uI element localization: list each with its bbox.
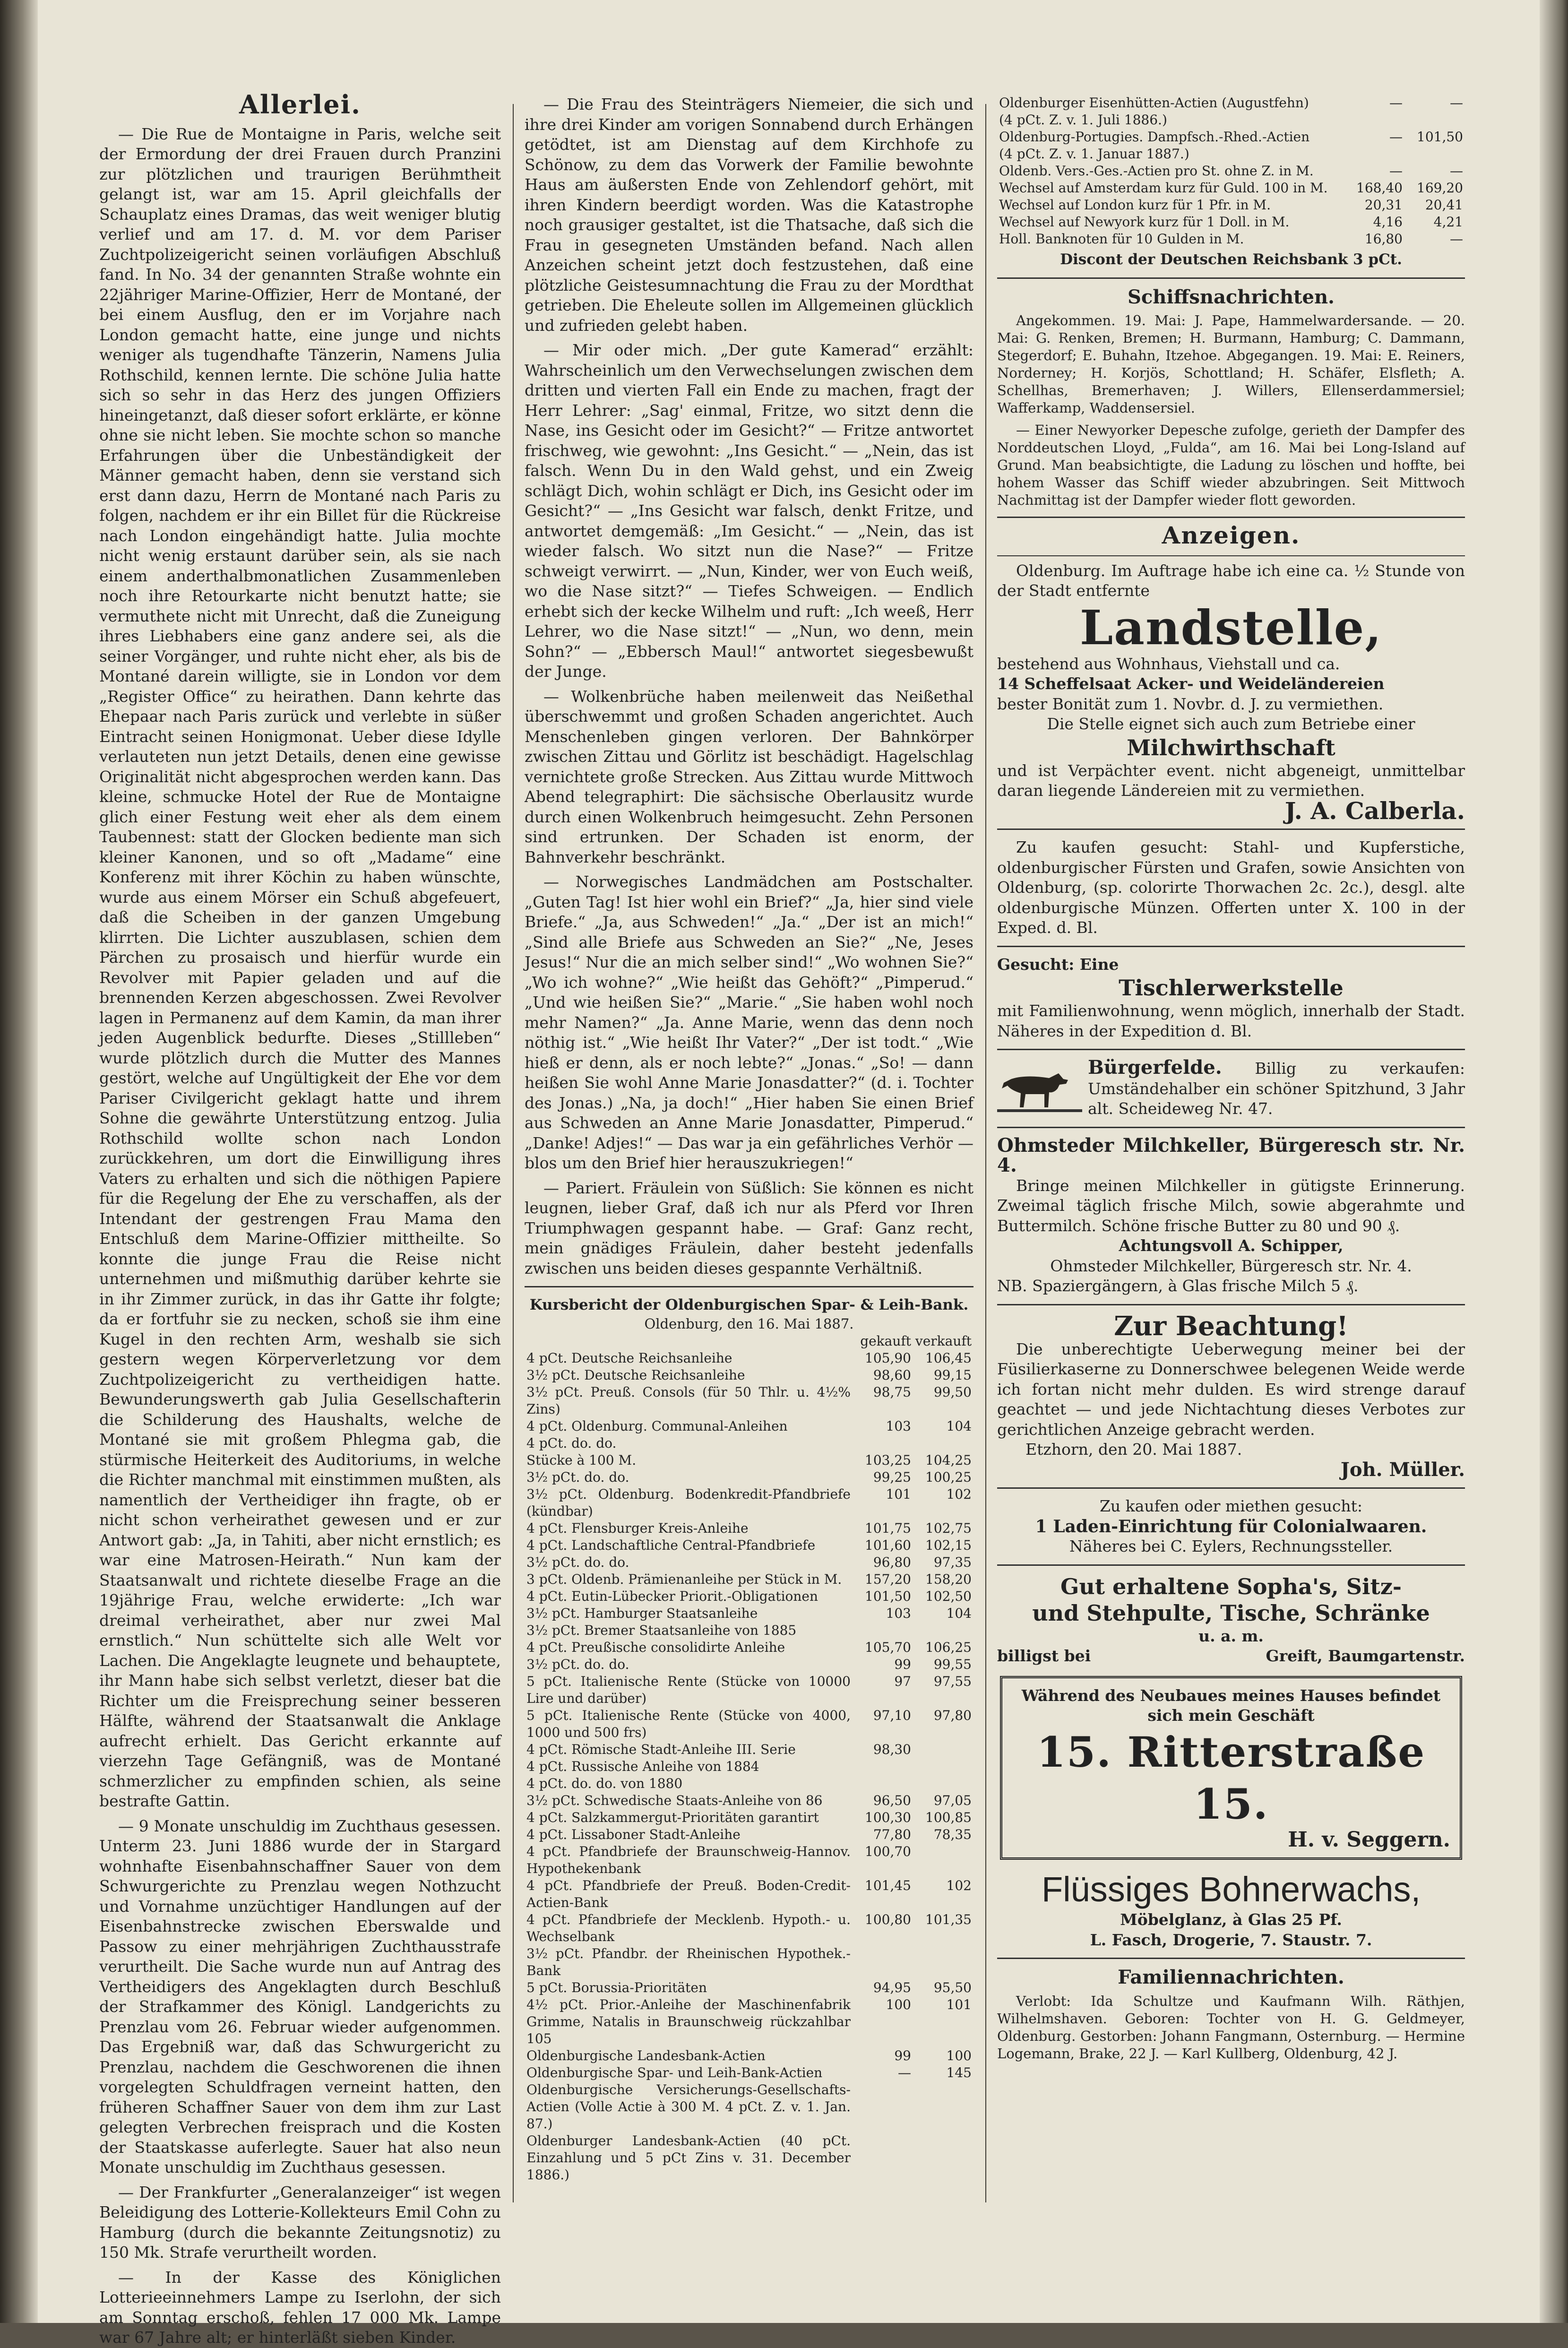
security-name: 3½ pCt. Deutsche Reichsanleihe [526, 1367, 745, 1383]
price-sold [913, 1775, 974, 1792]
security-name: Stücke à 100 M. [526, 1452, 637, 1468]
price-bought: 20,31 [1364, 197, 1403, 213]
price-sold: 97,05 [933, 1792, 972, 1808]
security-name: Oldenburgische Landesbank-Actien [526, 2047, 766, 2063]
table-row [525, 1469, 974, 1486]
ad-text: Während des Neubaues meines Hauses befindet sich mein Geschäft [1021, 1686, 1441, 1725]
ad-headline: Tischlerwerkstelle [1119, 975, 1344, 1001]
table-row [525, 1673, 974, 1707]
table-row [997, 146, 1465, 163]
price-sold: 100 [946, 2047, 972, 2063]
kurs-table-cont [997, 95, 1465, 248]
ad-headline: Milchwirthschaft [1127, 734, 1335, 760]
table-row [525, 1639, 974, 1656]
security-name: 3½ pCt. Schwedische Staats-Anleihe von 86 [526, 1792, 823, 1808]
price-sold [913, 2081, 974, 2132]
ad-text: mit Familienwohnung, wenn möglich, innerhalb der Stadt. Näheres in der Expedition d. Bl. [997, 1001, 1465, 1040]
article: — Norwegisches Landmädchen am Postschalter. „Guten Tag! Ist hier wohl ein Brief?“ „Ja, hier sind viele Briefe.“ „Ja, aus Schweden!“ „Ja.“ „Der ist an mich!“ „Sind alle Briefe aus Schweden an Sie?“ „Ne, Jeses Jesus!“ Nur die an mich selber sind!“ „Wo wohnen Sie?“ „Wo ich wohne?“ „Wie heißt das Gehöft?“ „Pimperud.“ „Und wie heißen Sie?“ „Marie.“ „Sie haben wohl noch mehr Namen?“ „Ja. Anne Marie, wenn das denn noch nöthig ist.“ „Wie heißt Ihr Vater?“ „Der ist todt.“ „Wie hieß er denn, als er noch lebte?“ „Jonas.“ „So! — dann heißen Sie wohl Anne Marie Jonasdatter?“ (d. i. Tochter des Jonas.) „Na, ja doch!“ „Hier haben Sie einen Brief aus Schweden an Anne Marie Jonasdatter, Pimperud.“ „Danke! Adjes!“ — Das war ja ein gefährliches Verhör — blos um den Brief hier herauszukriegen!“ [525, 872, 974, 1172]
security-name: 4 pCt. Landschaftliche Central-Pfandbriefe [526, 1537, 816, 1553]
ad-bohnerwachs [997, 1869, 1465, 1950]
table-row [525, 1622, 974, 1639]
security-name: 3½ pCt. Bremer Staatsanleihe von 1885 [526, 1622, 797, 1638]
price-bought: — [1389, 95, 1403, 111]
table-row [525, 1384, 974, 1418]
security-name: Oldenburger Landesbank-Actien (40 pCt. Einzahlung und 5 pCt Zins v. 31. December 1886.) [526, 2132, 851, 2183]
table-row [525, 2047, 974, 2064]
price-bought [1344, 112, 1404, 129]
price-bought: 98,30 [873, 1741, 911, 1757]
table-row [525, 1656, 974, 1673]
price-sold: 101,35 [925, 1911, 972, 1927]
price-bought [1344, 146, 1404, 163]
ad-landstelle [997, 561, 1465, 825]
security-name: 3½ pCt. do. do. [526, 1554, 629, 1570]
price-sold: 101 [946, 1996, 972, 2012]
price-bought: 103 [886, 1605, 911, 1621]
divider [997, 1127, 1465, 1128]
table-row [525, 1826, 974, 1843]
price-bought: 4,16 [1373, 214, 1403, 230]
divider [997, 1487, 1465, 1489]
price-bought: 103 [886, 1418, 911, 1434]
ad-milchkeller [997, 1136, 1465, 1296]
section-title: Familiennachrichten. [1118, 1966, 1344, 1988]
security-name: 4 pCt. Römische Stadt-Anleihe III. Serie [526, 1741, 796, 1757]
ad-text: Oldenburg. Im Auftrage habe ich eine ca. ½ Stunde von der Stadt entfernte [997, 561, 1465, 600]
table-row [525, 1418, 974, 1435]
ad-headline: Bürgerfelde. [1088, 1056, 1222, 1079]
table-row [997, 197, 1465, 214]
table-row [525, 1843, 974, 1877]
ad-headline: und Stehpulte, Tische, Schränke [1032, 1600, 1430, 1626]
table-row [997, 180, 1465, 197]
price-bought: 100,70 [865, 1843, 911, 1859]
price-bought: 168,40 [1356, 180, 1403, 196]
ad-headline: 1 Laden-Einrichtung für Colonialwaaren. [1035, 1516, 1427, 1537]
price-sold: 101,50 [1417, 129, 1463, 145]
price-bought [853, 1435, 913, 1452]
ad-headline: Zur Beachtung! [1114, 1310, 1348, 1342]
table-row [525, 1945, 974, 1979]
table-row [525, 1707, 974, 1741]
ad-text: Ohmsteder Milchkeller, Bürgeresch str. Nr. 4. [1050, 1256, 1412, 1275]
price-sold: — [1450, 95, 1463, 111]
security-name: (4 pCt. Z. v. 1. Januar 1887.) [999, 146, 1189, 162]
divider [997, 946, 1465, 947]
security-name: 4 pCt. Oldenburg. Communal-Anleihen [526, 1418, 788, 1434]
price-sold: 100,85 [925, 1809, 972, 1825]
price-bought: 99 [894, 1656, 911, 1672]
price-bought: 96,50 [873, 1792, 911, 1808]
kurs-title: Kursbericht der Oldenburgischen Spar- & Leih-Bank. [529, 1296, 969, 1313]
article: — Wolkenbrüche haben meilenweit das Neißethal überschwemmt und großen Schaden angerichtet. Auch Menschenleben gingen verloren. Der Bahnkörper zwischen Zittau und Görlitz ist beschädigt. Hagelschlag vernichtete große Strecken. Aus Zittau wurde Mittwoch Abend telegraphirt: Die sächsische Oberlausitz wurde durch einen Wolkenbruch heimgesucht. Zehn Personen sind ertrunken. Der Schaden ist enorm, der Bahnverkehr beschränkt. [525, 687, 974, 866]
security-name: Oldenburg-Portugies. Dampfsch.-Rhed.-Actien [999, 129, 1310, 145]
price-sold: 99,15 [933, 1367, 972, 1383]
article: — In der Kasse des Königlichen Lotterieeinnehmers Lampe zu Iserlohn, der sich am Sonntag erschoß, fehlen 17 000 Mk. Lampe war 67 Jahre alt; er hinterläßt sieben Kinder. [99, 2268, 501, 2347]
security-name: (4 pCt. Z. v. 1. Juli 1886.) [999, 112, 1167, 128]
price-bought: 101,45 [865, 1877, 911, 1893]
table-row [997, 112, 1465, 129]
ad-signature: Achtungsvoll A. Schipper, [1119, 1236, 1344, 1255]
security-name: 4½ pCt. Prior.-Anleihe der Maschinenfabrik Grimme, Natalis in Braunschweig rückzahlbar 105 [526, 1996, 851, 2046]
ad-signature: Joh. Müller. [1340, 1458, 1465, 1481]
ad-text: bester Bonität zum 1. Novbr. d. J. zu vermiethen. [997, 694, 1384, 713]
table-row [525, 1554, 974, 1571]
header-sold: verkauft [915, 1333, 972, 1349]
table-row [525, 1758, 974, 1775]
price-sold: 78,35 [933, 1826, 972, 1842]
header-bought: gekauft [860, 1333, 911, 1349]
price-sold: — [1450, 163, 1463, 179]
ad-text: u. a. m. [1198, 1626, 1264, 1645]
price-sold: 106,25 [925, 1639, 972, 1655]
price-sold: 102 [946, 1486, 972, 1502]
security-name: 3½ pCt. do. do. [526, 1656, 629, 1672]
price-bought [853, 1622, 913, 1639]
divider [997, 1958, 1465, 1959]
price-sold: 104,25 [925, 1452, 972, 1468]
divider [525, 1286, 974, 1287]
price-sold: 169,20 [1417, 180, 1463, 196]
security-name: 4 pCt. Lissaboner Stadt-Anleihe [526, 1826, 741, 1842]
table-row [997, 129, 1465, 146]
price-bought: 99,25 [873, 1469, 911, 1485]
column-2 [525, 95, 974, 2221]
price-bought: — [898, 2064, 911, 2080]
price-sold [1404, 146, 1465, 163]
price-sold: 158,20 [925, 1571, 972, 1587]
ad-text: Möbelglanz, à Glas 25 Pf. [1120, 1910, 1342, 1929]
ad-text: Gesucht: Eine [997, 955, 1119, 974]
page-edge [1540, 0, 1568, 2323]
price-sold: 99,50 [933, 1384, 972, 1400]
table-row [525, 1877, 974, 1911]
price-bought: 99 [894, 2047, 911, 2063]
price-bought: 101,75 [865, 1520, 911, 1536]
price-sold: 102,50 [925, 1588, 972, 1604]
table-row [525, 1367, 974, 1384]
table-row [997, 231, 1465, 248]
price-bought: 98,60 [873, 1367, 911, 1383]
shipping-news: Angekommen. 19. Mai: J. Pape, Hammelwardersande. — 20. Mai: G. Renken, Bremen; H. Burmann, Hamburg; C. Dammann, Stegerdorf; E. Buhahn, Itzehoe. Abgegangen. 19. Mai: E. Reiners, Norderney; H. Korjös, Schottland; H. Schäfer, Elsfleth; A. Schellhas, Bremerhaven; J. Willers, Ellenserdammersiel; Wafferkamp, Waddensersiel. [997, 312, 1465, 416]
ad-text: 14 Scheffelsaat Acker- und Weideländereien [997, 674, 1385, 693]
price-bought: — [1389, 163, 1403, 179]
security-name: 3 pCt. Oldenb. Prämienanleihe per Stück in M. [526, 1571, 842, 1587]
discount-rate: Discont der Deutschen Reichsbank 3 pCt. [1060, 251, 1402, 268]
price-sold [913, 1758, 974, 1775]
price-bought [853, 1758, 913, 1775]
ad-text: Die unberechtigte Ueberwegung meiner bei der Füsilierkaserne zu Donnerschwee belegenen Weide werde ich fortan nicht mehr dulden. Es wird strenge darauf geachtet — und jede Nichtachtung dieses Verbotes zur gerichtlichen Anzeige gebracht werden. [997, 1339, 1465, 1439]
price-bought: 98,75 [873, 1384, 911, 1400]
security-name: Wechsel auf Amsterdam kurz für Guld. 100 in M. [999, 180, 1328, 196]
ad-signature: J. A. Calberla. [1284, 796, 1465, 825]
price-sold: 99,55 [933, 1656, 972, 1672]
divider [997, 1304, 1465, 1305]
price-bought: 157,20 [865, 1571, 911, 1587]
article: — Mir oder mich. „Der gute Kamerad“ erzählt: Wahrscheinlich um den Verwechselungen zwischen dem dritten und vierten Fall ein Ende zu machen, fragt der Herr Lehrer: „Sag' einmal, Fritze, wo sitzt denn die Nase, ins Gesicht oder im Gesicht?“ — Fritze antwortet frischweg, wie gewohnt: „Ins Gesicht.“ — „Nein, das ist falsch. Wenn Du in den Wald gehst, und ein Zweig schlägt Dich, wohin schlägt er Dich, ins Gesicht oder im Gesicht?“ — „Ins Gesicht war falsch, denkt Fritze, und antwortet demgemäß: „Im Gesicht.“ — „Nein, das ist wieder falsch. Wo sitzt nun die Nase?“ — Fritze schweigt verwirrt. — „Nun, Kinder, wer von Euch weiß, wo die Nase sitzt?“ — Tiefes Schweigen. — Endlich erhebt sich der kecke Wilhelm und ruft: „Ich weeß, Herr Lehrer, wo die Nase sitzt!“ — „Nun, wo denn, mein Sohn?“ — „Ebbersch Maul!“ antwortet siegesbewußt der Junge. [525, 341, 974, 681]
price-bought: 100 [886, 1996, 911, 2012]
security-name: 4 pCt. Eutin-Lübecker Priorit.-Obligationen [526, 1588, 818, 1604]
price-bought: 16,80 [1364, 231, 1403, 247]
price-sold: 95,50 [933, 1979, 972, 1995]
price-sold: 104 [946, 1605, 972, 1621]
price-sold: 100,25 [925, 1469, 972, 1485]
price-bought: 100,30 [865, 1809, 911, 1825]
security-name: 3½ pCt. Oldenburg. Bodenkredit-Pfandbriefe (kündbar) [526, 1486, 851, 1519]
divider [997, 277, 1465, 279]
table-row [525, 2064, 974, 2081]
shipping-news: — Einer Newyorker Depesche zufolge, gerieth der Dampfer des Norddeutschen Lloyd, „Fulda“, am 16. Mai bei Long-Island auf Grund. Man beabsichtigte, die Ladung zu löschen und hoffte, bei hohem Wasser das Schiff wieder abzubringen. Seit Mittwoch Nachmittag ist der Dampfer wieder flott geworden. [997, 422, 1465, 508]
price-bought: 105,90 [865, 1350, 911, 1366]
security-name: 4 pCt. Pfandbriefe der Preuß. Boden-Credit-Actien-Bank [526, 1877, 851, 1910]
security-name: 4 pCt. Salzkammergut-Prioritäten garantirt [526, 1809, 819, 1825]
price-sold: 102,75 [925, 1520, 972, 1536]
ad-headline: Gut erhaltene Sopha's, Sitz- [1060, 1573, 1402, 1599]
price-bought: 97,10 [873, 1707, 911, 1723]
section-title: Allerlei. [239, 89, 361, 120]
ad-spitzhund [997, 1058, 1465, 1119]
price-sold [1404, 112, 1465, 129]
ad-signature: L. Fasch, Drogerie, 7. Staustr. 7. [1090, 1930, 1372, 1949]
security-name: 4 pCt. Pfandbriefe der Braunschweig-Hannov. Hypothekenbank [526, 1843, 851, 1876]
price-bought [853, 1775, 913, 1792]
security-name: Oldenburgische Spar- und Leih-Bank-Actien [526, 2064, 823, 2080]
price-bought: 77,80 [873, 1826, 911, 1842]
ad-seggern-box [1000, 1676, 1462, 1860]
security-name: 3½ pCt. do. do. [526, 1469, 629, 1485]
security-name: 4 pCt. do. do. von 1880 [526, 1775, 683, 1791]
ad-headline: Ohmsteder Milchkeller, Bürgeresch str. Nr. 4. [997, 1134, 1465, 1176]
security-name: 5 pCt. Italienische Rente (Stücke von 4000, 1000 und 500 frs) [526, 1707, 851, 1740]
table-header [525, 1333, 974, 1350]
price-bought: 105,70 [865, 1639, 911, 1655]
table-row [525, 1775, 974, 1792]
price-bought [853, 1945, 913, 1979]
price-sold: 97,55 [933, 1673, 972, 1689]
ad-stahlstiche: Zu kaufen gesucht: Stahl- und Kupferstiche, oldenburgischer Fürsten und Grafen, sowie Ansichten von Oldenburg, (sp. colorirte Thorwachen 2c. 2c.), desgl. alte oldenburgische Münzen. Offerten unter X. 100 in der Exped. d. Bl. [997, 838, 1465, 937]
price-bought: 94,95 [873, 1979, 911, 1995]
ad-text: Zu kaufen oder miethen gesucht: [1100, 1497, 1362, 1515]
ad-signature: Greift, Baumgartenstr. [1266, 1647, 1465, 1665]
price-sold: 104 [946, 1418, 972, 1434]
security-name: 4 pCt. Preußische consolidirte Anleihe [526, 1639, 785, 1655]
ad-headline: Flüssiges Bohnerwachs, [1041, 1870, 1421, 1909]
security-name: 4 pCt. do. do. [526, 1435, 617, 1451]
security-name: Wechsel auf Newyork kurz für 1 Doll. in M. [999, 214, 1290, 230]
ad-headline: Landstelle, [1079, 599, 1383, 656]
column-3 [997, 95, 1465, 2250]
article: — Die Rue de Montaigne in Paris, welche seit der Ermordung der drei Frauen durch Pranzini zur plötzlichen und traurigen Berühmtheit gelangt ist, war am 15. April gleichfalls der Schauplatz eines Dramas, das weit weniger blutig verlief und am 17. d. M. vor dem Pariser Zuchtpolizeigericht seinen vorläufigen Abschluß fand. In No. 34 der genannten Straße wohnte ein 22jähriger Marine-Offizier, Herr de Montané, der bei einem Ausflug, den er im Vorjahre nach London gemacht hatte, eine junge und nichts weniger als tugendhafte Tänzerin, Namens Julia Rothschild, kennen lernte. Die schöne Julia hatte sich so sehr in das Herz des jungen Offiziers hineingetanzt, daß dieser sofort erklärte, er könne ohne sie nicht leben. Sie mochte schon so manche Erfahrungen über die Unbeständigkeit der Männer gemacht haben, denn sie verstand sich erst dann dazu, Herrn de Montané nach Paris zu folgen, nachdem er ihr ein Billet für die Rückreise nach London eingehändigt hatte. Julia mochte nicht wenig erstaunt darüber sein, als sie nach einem anderthalbmonatlichen Zusammenleben noch ihre Retourkarte nicht benutzt hatte; sie vermuthete nicht mit Unrecht, daß die Zuneigung ihres Liebhabers eine ganz andere sei, als die seiner Vorgänger, und ruhte nicht eher, als bis de Montané darein willigte, sie in London vor dem „Register Office“ zu heirathen. Dann kehrte das Ehepaar nach Paris zurück und verlebte in süßer Eintracht seinen Honigmonat. Ueber diese Idylle verlauteten nun jetzt Details, denen eine gewisse Originalität nicht abgesprochen werden kann. Das kleine, schmucke Hotel der Rue de Montaigne glich einer Festung weit eher als dem einem Taubennest: statt der Glocken bediente man sich kleiner Kanonen, und so oft „Madame“ eine Konferenz mit ihrer Köchin zu haben wünschte, wurde aus einem Mörser ein Schuß abgefeuert, daß die Scheiben in der ganzen Umgebung klirrten. Die Lichter auszublasen, schien dem Pärchen zu prosaisch und hierfür wurde ein Revolver mit Papier geladen und auf die brennenden Kerzen abgeschossen. Zwei Revolver lagen in Permanenz auf dem Kamin, da man ihrer jeden Augenblick bedurfte. Dieses „Stillleben“ wurde plötzlich durch die Mutter des Mannes gestört, welche auf Ungültigkeit der Ehe vor dem Pariser Civilgericht geklagt hatte und ihrem Sohne die gewährte Unterstützung entzog. Julia Rothschild wollte schon nach London zurückkehren, um dort die Einwilligung ihres Vaters zu erhalten und sich die nöthigen Papiere für die Regelung der Ehe zu verschaffen, als der Intendant der gestrengen Frau Mama den Entschluß dem Marine-Offizier mittheilte. So konnte die junge Frau die Reise nicht unternehmen und mißmuthig darüber kehrte sie in ihr Zimmer zurück, in das ihr Gatte ihr folgte; da er fortfuhr sie zu necken, schoß sie ihm eine Kugel in den rechten Arm, weshalb sie sich gestern wegen Körperverletzung vor dem Zuchtpolizeigericht zu vertheidigen hatte. Bewunderungswerth gab Julia Gesellschafterin die Schilderung des Haushalts, welche de Montané sie mit großem Phlegma gab, die stürmische Heiterkeit des Auditoriums, in welche die Richter manchmal mit einstimmen mußten, als namentlich der Vertheidiger ihn fragte, ob er nicht schon verheirathet gewesen und er zur Antwort gab: „Ja, in Tahiti, aber nicht ernstlich; es war eine Matrosen-Heirath.“ Nun kam der Staatsanwalt und richtete dieselbe Frage an die 19jährige Frau, welche erwiderte: „Ich war dreimal verheirathet, aber nur zwei Mal ernstlich.“ Nun schüttelte sich alle Welt vor Lachen. Die Angeklagte leugnete und behauptete, ihr Mann habe sich selbst verletzt, dieser bat die Richter um die Freisprechung seiner besseren Hälfte, während der Staatsanwalt die Anklage aufrecht erhielt. Das Gericht erkannte auf vierzehn Tage Gefängniß, was de Montané schmerzlicher zu empfinden schien, als seine bestrafte Gattin. [99, 124, 501, 1810]
table-row [525, 1350, 974, 1367]
table-row [997, 163, 1465, 180]
ad-text: Bringe meinen Milchkeller in gütigste Erinnerung. Zweimal täglich frische Milch, sowie abgerahmte und Buttermilch. Schöne frische Butter zu 80 und 90 ₰. [997, 1176, 1465, 1235]
table-row [525, 1588, 974, 1605]
ad-text: Näheres bei C. Eylers, Rechnungssteller. [1069, 1537, 1393, 1555]
price-sold: 106,45 [925, 1350, 972, 1366]
price-sold: 4,21 [1433, 214, 1463, 230]
table-row [525, 1452, 974, 1469]
price-bought: 96,80 [873, 1554, 911, 1570]
divider [997, 1049, 1465, 1050]
price-bought [853, 2132, 913, 2184]
table-row [525, 1979, 974, 1996]
family-news: Verlobt: Ida Schultze und Kaufmann Wilh. Räthjen, Wilhelmshaven. Geboren: Tochter von H. G. Geldmeyer, Oldenburg. Gestorben: Johann Fangmann, Osternburg. — Hermine Logemann, Brake, 22 J. — Karl Kullberg, Oldenburg, 42 J. [997, 1993, 1465, 2062]
article: — 9 Monate unschuldig im Zuchthaus gesessen. Unterm 23. Juni 1886 wurde der in Stargard wohnhafte Eisenbahnschaffner Sauer von dem Schwurgerichte zu Prenzlau wegen Nothzucht und Vornahme unzüchtiger Handlungen auf der Eisenbahnstrecke zwischen Eberswalde und Passow zu einer mehrjährigen Zuchthausstrafe verurtheilt. Die Sache wurde nun auf Antrag des Vertheidigers des Angeklagten durch Beschluß der Strafkammer des Königl. Landgerichts zu Prenzlau vom 26. Februar wieder aufgenommen. Das Ergebniß war, daß das Schwurgericht zu Prenzlau, nachdem die Geschworenen die ihnen vorgelegten Schuldfragen verneint hatten, den früheren Schaffner Sauer von dem ihm zur Last gelegten Verbrechen freisprach und die Kosten der Staatskasse auferlegte. Sauer hat also neun Monate unschuldig im Zuchthaus gesessen. [99, 1816, 501, 2176]
price-sold: 97,80 [933, 1707, 972, 1723]
price-bought [853, 2081, 913, 2132]
divider [997, 1564, 1465, 1566]
table-row [525, 1809, 974, 1826]
security-name: 4 pCt. Pfandbriefe der Mecklenb. Hypoth.- u. Wechselbank [526, 1911, 851, 1944]
security-name: 3½ pCt. Hamburger Staatsanleihe [526, 1605, 758, 1621]
table-row [525, 1911, 974, 1945]
ad-text: billigst bei [997, 1647, 1091, 1665]
security-name: 4 pCt. Flensburger Kreis-Anleihe [526, 1520, 749, 1536]
security-name: Holl. Banknoten für 10 Gulden in M. [999, 231, 1244, 247]
ad-signature: H. v. Seggern. [1288, 1827, 1450, 1852]
ad-laden [997, 1496, 1465, 1557]
security-name: Wechsel auf London kurz für 1 Pfr. in M. [999, 197, 1271, 213]
price-bought: 103,25 [865, 1452, 911, 1468]
price-bought: — [1389, 129, 1403, 145]
price-bought: 101,50 [865, 1588, 911, 1604]
article: — Pariert. Fräulein von Süßlich: Sie können es nicht leugnen, lieber Graf, daß ich nur als Pferd vor Ihren Triumphwagen gespannt habe. — Graf: Ganz recht, mein gnädiges Fräulein, daher besteht jedenfalls zwischen uns beiden dieses gespannte Verhältniß. [525, 1178, 974, 1278]
kurs-table [525, 1333, 974, 2184]
price-sold: 102 [946, 1877, 972, 1893]
ad-text: Billig zu verkaufen: Umständehalber ein schöner Spitzhund, 3 Jahr alt. Scheideweg Nr. 47. [1088, 1059, 1465, 1118]
ad-text: bestehend aus Wohnhaus, Viehstall und ca. [997, 654, 1340, 673]
table-row [525, 1486, 974, 1520]
table-row [525, 1741, 974, 1758]
security-name: 4 pCt. Russische Anleihe von 1884 [526, 1758, 759, 1774]
price-bought: 100,80 [865, 1911, 911, 1927]
column-rule [985, 104, 986, 2202]
divider [997, 829, 1465, 830]
table-row [525, 1792, 974, 1809]
table-row [525, 1605, 974, 1622]
article: — Die Frau des Steinträgers Niemeier, die sich und ihre drei Kinder am vorigen Sonnabend durch Erhängen getödtet, ist am Dienstag auf dem Kirchhofe zu Schönow, zu dem das Vorwerk der Familie bewohnte Haus am äußersten Ende von Zehlendorf gehört, mit ihren Kindern beerdigt worden. Was die Katastrophe noch grausiger gestaltet, ist die Thatsache, daß sich die Frau in gesegneten Umständen befand. Nach allen Anzeichen scheint jetzt doch festzustehen, daß eine plötzliche Geistesumnachtung die Frau zu der Mordthat getrieben. Die Eheleute sollen im Allgemeinen glücklich und zufrieden gelebt haben. [525, 95, 974, 335]
table-row [525, 1520, 974, 1537]
price-bought: 97 [894, 1673, 911, 1689]
price-sold: 97,35 [933, 1554, 972, 1570]
security-name: 3½ pCt. Preuß. Consols (für 50 Thlr. u. 4½% Zins) [526, 1384, 851, 1417]
section-title: Anzeigen. [1162, 521, 1301, 549]
divider [997, 517, 1465, 518]
table-row [525, 1435, 974, 1452]
price-bought: 101 [886, 1486, 911, 1502]
security-name: 4 pCt. Deutsche Reichsanleihe [526, 1350, 732, 1366]
price-sold [913, 1741, 974, 1758]
ad-text: und ist Verpächter event. nicht abgeneigt, unmittelbar daran liegende Ländereien mit zu vermiethen. [997, 761, 1465, 800]
ad-beachtung [997, 1310, 1465, 1481]
table-row [525, 1537, 974, 1554]
divider [997, 555, 1465, 556]
section-title: Schiffsnachrichten. [1128, 285, 1335, 308]
price-sold: 145 [946, 2064, 972, 2080]
table-row [525, 2132, 974, 2184]
binding-gutter [0, 0, 38, 2323]
security-name: 5 pCt. Borussia-Prioritäten [526, 1979, 707, 1995]
security-name: 3½ pCt. Pfandbr. der Rheinischen Hypothek.-Bank [526, 1945, 851, 1978]
price-bought: 101,60 [865, 1537, 911, 1553]
security-name: Oldenburger Eisenhütten-Actien (Augustfehn) [999, 95, 1309, 111]
price-sold [913, 1622, 974, 1639]
price-sold [913, 1843, 974, 1877]
dog-icon [997, 1060, 1082, 1117]
table-row [525, 1571, 974, 1588]
table-row [525, 1996, 974, 2047]
ad-text: Etzhorn, den 20. Mai 1887. [1025, 1440, 1242, 1459]
article: — Der Frankfurter „Generalanzeiger“ ist wegen Beleidigung des Lotterie-Kollekteurs Emil Cohn zu Hamburg (durch die bekannte Zeitungsnotiz) zu 150 Mk. Strafe verurtheilt worden. [99, 2183, 501, 2262]
price-sold [913, 1435, 974, 1452]
ad-text: Die Stelle eignet sich auch zum Betriebe einer [1047, 715, 1415, 733]
price-sold: 102,15 [925, 1537, 972, 1553]
ad-tischler [997, 955, 1465, 1042]
security-name: Oldenb. Vers.-Ges.-Actien pro St. ohne Z. in M. [999, 163, 1314, 179]
price-sold [913, 2132, 974, 2184]
kurs-date: Oldenburg, den 16. Mai 1887. [644, 1315, 854, 1332]
column-1 [99, 89, 501, 2347]
column-rule [513, 104, 514, 2202]
price-sold: 20,41 [1425, 197, 1463, 213]
table-row [525, 2081, 974, 2132]
price-sold [913, 1945, 974, 1979]
ad-text: NB. Spaziergängern, à Glas frische Milch 5 ₰. [997, 1277, 1359, 1295]
table-row [997, 214, 1465, 231]
security-name: Oldenburgische Versicherungs-Gesellschafts-Actien (Volle Actie à 300 M. 4 pCt. Z. v. 1. Jan. 87.) [526, 2081, 851, 2132]
price-sold: — [1450, 231, 1463, 247]
ad-sopha [997, 1573, 1465, 1666]
table-row [997, 95, 1465, 112]
security-name: 5 pCt. Italienische Rente (Stücke von 10000 Lire und darüber) [526, 1673, 851, 1706]
ad-headline: 15. Ritterstraße 15. [1036, 1727, 1426, 1829]
